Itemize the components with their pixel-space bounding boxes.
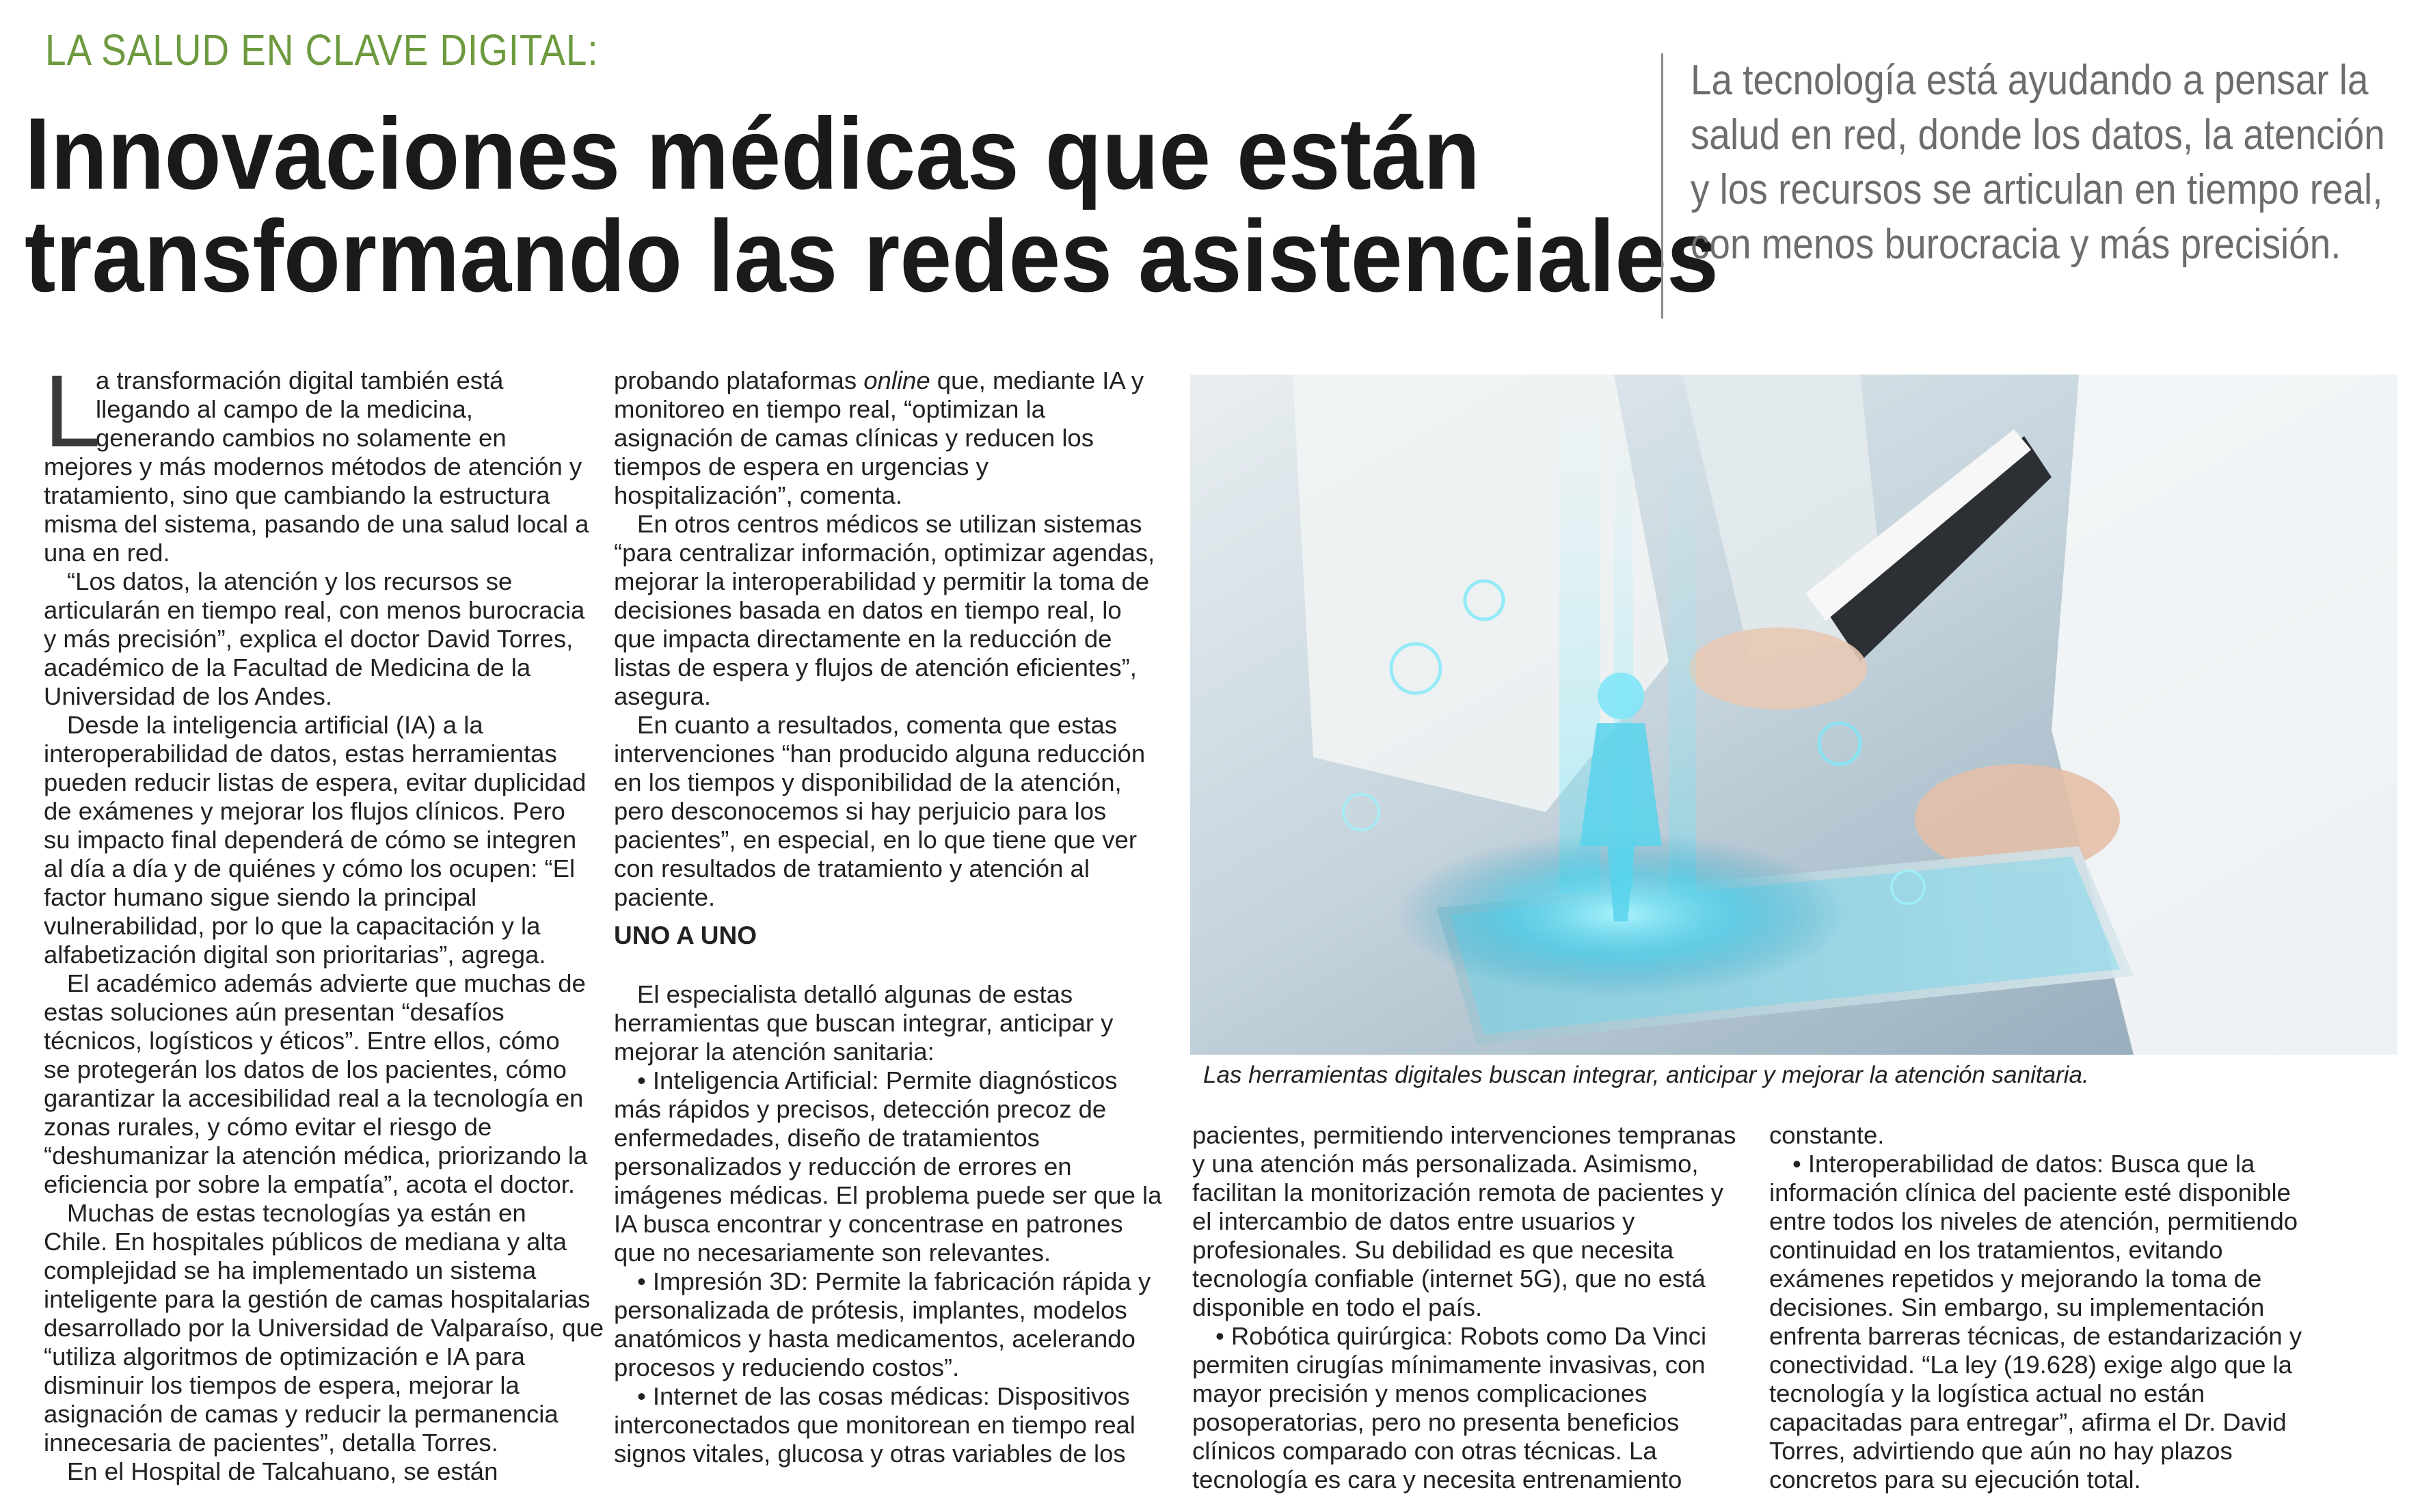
deck	[1661, 53, 2399, 319]
article-line: más rápidos y precisos, detección precoz de	[614, 1095, 1107, 1123]
article-line: probando plataformas online que, mediante IA y	[614, 366, 1144, 394]
article-line: que no necesariamente son relevantes.	[614, 1239, 1051, 1267]
article-line: Chile. En hospitales públicos de mediana y alta	[44, 1228, 567, 1256]
article-line: permiten cirugías mínimamente invasivas, con	[1192, 1351, 1706, 1379]
section-subhead: UNO A UNO	[614, 921, 757, 949]
article-line: “Los datos, la atención y los recursos se	[67, 567, 513, 595]
article-line: facilitan la monitorización remota de pacientes y	[1192, 1178, 1724, 1206]
article-line: enfermedades, diseño de tratamientos	[614, 1124, 1040, 1152]
article-line: capacitadas para entregar”, afirma el Dr. David	[1769, 1408, 2287, 1436]
article-line: intervenciones “han producido alguna reducción	[614, 740, 1146, 768]
article-line: estas soluciones aún presentan “desafíos	[44, 998, 505, 1026]
article-line: signos vitales, glucosa y otras variables de los	[614, 1440, 1126, 1468]
article-line: eficiencia por sobre la empatía”, acota el doctor.	[44, 1170, 576, 1198]
article-line: tecnología y la logística actual no están	[1769, 1379, 2205, 1407]
article-line: • Inteligencia Artificial: Permite diagnósticos	[637, 1066, 1118, 1094]
article-line: continuidad en los tratamientos, evitando	[1769, 1236, 2223, 1264]
article-line: mejorar la interoperabilidad y permitir la toma de	[614, 567, 1150, 595]
article-line: posoperatorias, pero no presenta beneficios	[1192, 1408, 1680, 1436]
article-line: listas de espera y flujos de atención eficientes”,	[614, 653, 1137, 681]
article-line: disponible en todo el país.	[1192, 1293, 1483, 1321]
article-line: asignación de camas y reducir la permanencia	[44, 1400, 559, 1428]
article-line: entre todos los niveles de atención, permitiendo	[1769, 1207, 2298, 1235]
article-line: paciente.	[614, 883, 716, 911]
article-column-2	[614, 366, 1161, 1468]
article-line: tiempos de espera en urgencias y	[614, 453, 989, 481]
article-line: garantizar la accesibilidad real a la tecnología en	[44, 1084, 584, 1112]
article-line: complejidad se ha implementado un sistema	[44, 1256, 537, 1284]
article-line: • Interoperabilidad de datos: Busca que la	[1792, 1150, 2255, 1178]
article-line: En el Hospital de Talcahuano, se están	[67, 1457, 498, 1485]
article-line: y más precisión”, explica el doctor David Torres,	[44, 625, 574, 653]
photo-illustration	[1190, 375, 2397, 1055]
article-line: generando cambios no solamente en	[96, 424, 507, 452]
article-line: Desde la inteligencia artificial (IA) a la	[67, 711, 483, 739]
dropcap-letter: L	[44, 353, 101, 468]
article-line: imágenes médicas. El problema puede ser que la	[614, 1181, 1162, 1209]
article-line: pero desconocemos si hay perjuicio para los	[614, 797, 1107, 825]
article-line: a transformación digital también está	[96, 366, 504, 394]
article-line: IA busca encontrar y concentrase en patrones	[614, 1210, 1123, 1238]
article-line: “para centralizar información, optimizar agendas,	[614, 539, 1155, 567]
article-line: una en red.	[44, 539, 170, 567]
article-line: herramientas que buscan integrar, anticipar y	[614, 1009, 1114, 1037]
article-line: su impacto final dependerá de cómo se integren	[44, 826, 577, 854]
article-line: al día a día y de quiénes y cómo los ocupen: “El	[44, 854, 576, 882]
article-line: alfabetización digital son prioritarias”, agrega.	[44, 941, 546, 969]
article-line: mayor precisión y menos complicaciones	[1192, 1379, 1648, 1407]
article-line: mejorar la atención sanitaria:	[614, 1038, 935, 1066]
article-line: pacientes”, en especial, en lo que tiene que ver	[614, 826, 1137, 854]
article-photo	[1190, 375, 2397, 1055]
photo-caption: Las herramientas digitales buscan integrar, anticipar y mejorar la atención sanitaria.	[1203, 1062, 2089, 1088]
article-line: Muchas de estas tecnologías ya están en	[67, 1199, 526, 1227]
article-line: El especialista detalló algunas de estas	[637, 980, 1073, 1008]
article-line: pueden reducir listas de espera, evitar duplicidad	[44, 768, 587, 796]
article-line: tecnología confiable (internet 5G), que no está	[1192, 1265, 1706, 1293]
headline-line-1: Innovaciones médicas que están	[25, 96, 1481, 211]
article-line: personalizados y reducción de errores en	[614, 1152, 1072, 1180]
article-line: asignación de camas clínicas y reducen los	[614, 424, 1094, 452]
article-column-1	[44, 353, 604, 1486]
article-line: de exámenes y mejorar los flujos clínicos. Pero	[44, 797, 565, 825]
article-line: académico de la Facultad de Medicina de la	[44, 653, 531, 681]
article-line: disminuir los tiempos de espera, mejorar la	[44, 1371, 520, 1399]
headline-line-2: transformando las redes asistenciales	[25, 199, 1719, 313]
article-line: articularán en tiempo real, con menos burocracia	[44, 596, 585, 624]
article-line: misma del sistema, pasando de una salud local a	[44, 510, 589, 538]
deck-text: La tecnología está ayudando a pensar la salud en red, donde los datos, la atención y los recursos se articulan en tiempo real, con menos burocracia y más precisión.	[1691, 57, 2385, 268]
article-line: constante.	[1769, 1121, 1885, 1149]
article-line: con resultados de tratamiento y atención al	[614, 854, 1090, 882]
article-line: anatómicos y hasta medicamentos, acelerando	[614, 1325, 1135, 1353]
article-line: “utiliza algoritmos de optimización e IA para	[44, 1342, 525, 1371]
article-line: mejores y más modernos métodos de atención y	[44, 453, 582, 481]
section-kicker: LA SALUD EN CLAVE DIGITAL:	[45, 25, 599, 75]
article-line: tratamiento, sino que cambiando la estructura	[44, 481, 550, 509]
article-line: técnicos, logísticos y éticos”. Entre ellos, cómo	[44, 1027, 560, 1055]
article-line: tecnología es cara y necesita entrenamiento	[1192, 1466, 1682, 1494]
article-line: hospitalización”, comenta.	[614, 481, 902, 509]
article-column-4	[1769, 1121, 2302, 1494]
article-line: concretos para su ejecución total.	[1769, 1466, 2141, 1494]
article-line: Torres, advirtiendo que aún no hay plazos	[1769, 1437, 2233, 1465]
article-line: que impacta directamente en la reducción de	[614, 625, 1112, 653]
article-line: • Internet de las cosas médicas: Dispositivos	[637, 1382, 1130, 1410]
article-line: llegando al campo de la medicina,	[96, 395, 473, 423]
article-line: inteligente para la gestión de camas hospitalarias	[44, 1285, 591, 1313]
article-line: • Robótica quirúrgica: Robots como Da Vinci	[1215, 1322, 1707, 1350]
headline	[25, 96, 1719, 313]
article-line: el intercambio de datos entre usuarios y	[1192, 1207, 1635, 1235]
article-line: En cuanto a resultados, comenta que estas	[637, 711, 1118, 739]
article-line: se protegerán los datos de los pacientes, cómo	[44, 1055, 567, 1083]
article-line: interconectados que monitorean en tiempo real	[614, 1411, 1135, 1439]
article-line: • Impresión 3D: Permite la fabricación rápida y	[637, 1267, 1151, 1295]
article-line: zonas rurales, y cómo evitar el riesgo de	[44, 1113, 492, 1141]
article-line: enfrenta barreras técnicas, de estandarización y	[1769, 1322, 2302, 1350]
article-line: clínicos comparado con otras técnicas. La	[1192, 1437, 1657, 1465]
article-line: pacientes, permitiendo intervenciones tempranas	[1192, 1121, 1736, 1149]
emphasis: online	[863, 366, 930, 394]
article-line: interoperabilidad de datos, estas herramientas	[44, 740, 557, 768]
article-line: En otros centros médicos se utilizan sistemas	[637, 510, 1142, 538]
article-line: Universidad de los Andes.	[44, 682, 333, 710]
article-line: El académico además advierte que muchas de	[67, 969, 586, 997]
article-line: decisiones basada en datos en tiempo real, lo	[614, 596, 1122, 624]
article-column-3	[1192, 1121, 1736, 1494]
article-line: “deshumanizar la atención médica, priorizando la	[44, 1142, 588, 1170]
article-line: conectividad. “La ley (19.628) exige algo que la	[1769, 1351, 2292, 1379]
article-line: decisiones. Sin embargo, su implementación	[1769, 1293, 2265, 1321]
article-line: desarrollado por la Universidad de Valparaíso, que	[44, 1314, 604, 1342]
article-line: y una atención más personalizada. Asimismo,	[1192, 1150, 1699, 1178]
article-line: exámenes repetidos y mejorando la toma de	[1769, 1265, 2262, 1293]
article-line: información clínica del paciente esté disponible	[1769, 1178, 2291, 1206]
article-line: en los tiempos y disponibilidad de la atención,	[614, 768, 1122, 796]
article-line: procesos y reduciendo costos”.	[614, 1353, 960, 1381]
article-line: monitoreo en tiempo real, “optimizan la	[614, 395, 1045, 423]
article-line: personalizada de prótesis, implantes, modelos	[614, 1296, 1127, 1324]
article-line: profesionales. Su debilidad es que necesita	[1192, 1236, 1674, 1264]
article-line: innecesaria de pacientes”, detalla Torres.	[44, 1429, 498, 1457]
article-line: asegura.	[614, 682, 712, 710]
article-line: vulnerabilidad, por lo que la capacitación y la	[44, 912, 541, 940]
article-line: factor humano sigue siendo la principal	[44, 883, 477, 911]
